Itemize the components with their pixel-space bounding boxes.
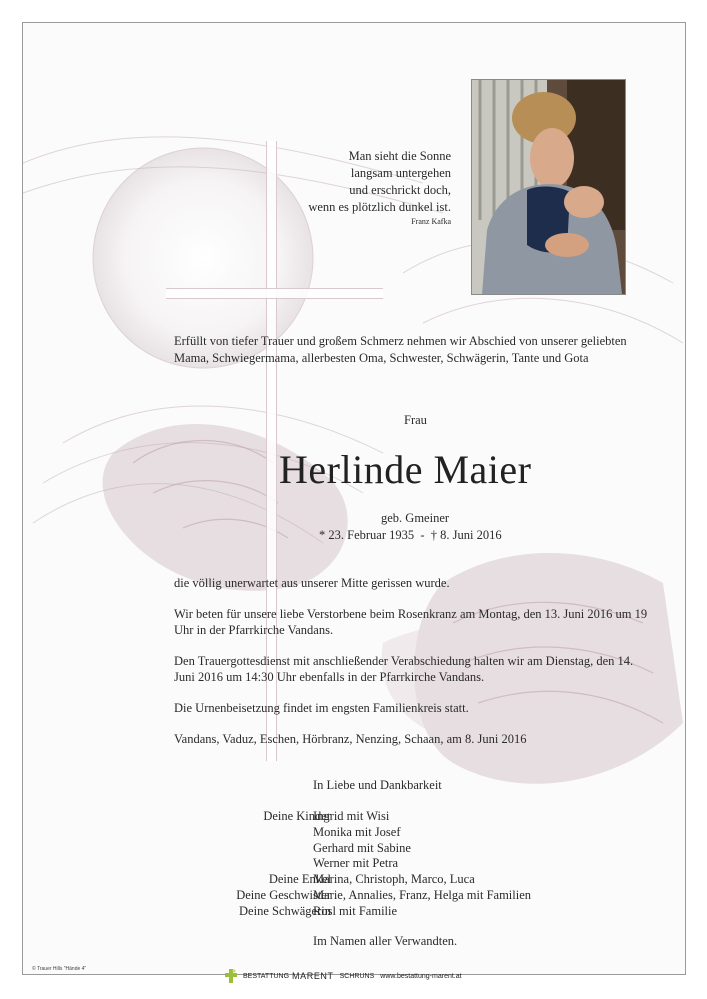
relative-name: Marie, Annalies, Franz, Helga mit Familien [313, 888, 532, 902]
paragraph-places-date: Vandans, Vaduz, Eschen, Hörbranz, Nenzing, Schaan, am 8. Juni 2016 [174, 732, 527, 746]
relative-name: Ingrid mit Wisi [313, 809, 390, 823]
relative-name: Werner mit Petra [313, 856, 399, 870]
relative-name: Monika mit Josef [313, 825, 401, 839]
funeral-home-logo-icon [225, 969, 237, 983]
relatives-label-children: Deine Kinder [263, 809, 331, 823]
quote-line: langsam untergehen [350, 166, 451, 180]
footer-town: SCHRUNS [339, 972, 375, 980]
intro-paragraph: Erfüllt von tiefer Trauer und großem Schmerz nehmen wir Abschied von unserer geliebten Mama, Schwiegermama, allerbesten Oma, Schwester, Schwägerin, Tante und Gota [174, 334, 627, 365]
paragraph-funeral-mass: Den Trauergottesdienst mit anschließender Verabschiedung halten wir am Dienstag, den 14. Juni 2016 um 14:30 Uhr ebenfalls in der Pfarrkirche Vandans. [174, 654, 634, 684]
life-dates: * 23. Februar 1935 - † 8. Juni 2016 [319, 528, 502, 542]
quote-author: Franz Kafka [411, 217, 451, 226]
funeral-home-footer [225, 969, 462, 983]
image-credit: © Trauer Hills "Hände 4" [32, 966, 87, 972]
cross-horizontal-bar [166, 288, 383, 299]
relatives-label-siblings: Deine Geschwister [236, 888, 331, 902]
portrait-photo-icon [472, 80, 625, 294]
thanks-line: In Liebe und Dankbarkeit [313, 778, 442, 792]
relatives-label-sister-in-law: Deine Schwägerin [239, 904, 331, 918]
relative-name: Gerhard mit Sabine [313, 841, 411, 855]
relative-name: Rosl mit Familie [313, 904, 398, 918]
quote-line: und erschrickt doch, [349, 183, 451, 197]
paragraph-rosary: Wir beten für unsere liebe Verstorbene beim Rosenkranz am Montag, den 13. Juni 2016 um 19 Uhr in der Pfarrkirche Vandans. [174, 607, 648, 637]
relative-name: Marina, Christoph, Marco, Luca [313, 872, 475, 886]
closing-line: Im Namen aller Verwandten. [313, 934, 458, 948]
portrait-photo [471, 79, 626, 295]
kafka-quote [271, 148, 451, 228]
quote-line: wenn es plötzlich dunkel ist. [308, 200, 451, 214]
deceased-name: Herlinde Maier [279, 447, 532, 492]
obituary-card [22, 22, 686, 981]
relatives-label-grandchildren: Deine Enkel [268, 872, 331, 886]
footer-website-link[interactable]: www.bestattung-marent.at [380, 972, 462, 980]
salutation: Frau [404, 413, 427, 427]
paragraph-urn-burial: Die Urnenbeisetzung findet im engsten Familienkreis statt. [174, 701, 469, 715]
footer-brand: MARENT [292, 971, 334, 981]
birth-name: geb. Gmeiner [381, 511, 450, 525]
paragraph-unexpected: die völlig unerwartet aus unserer Mitte gerissen wurde. [174, 576, 450, 590]
footer-prefix: BESTATTUNG [243, 972, 290, 980]
quote-line: Man sieht die Sonne [348, 149, 451, 163]
